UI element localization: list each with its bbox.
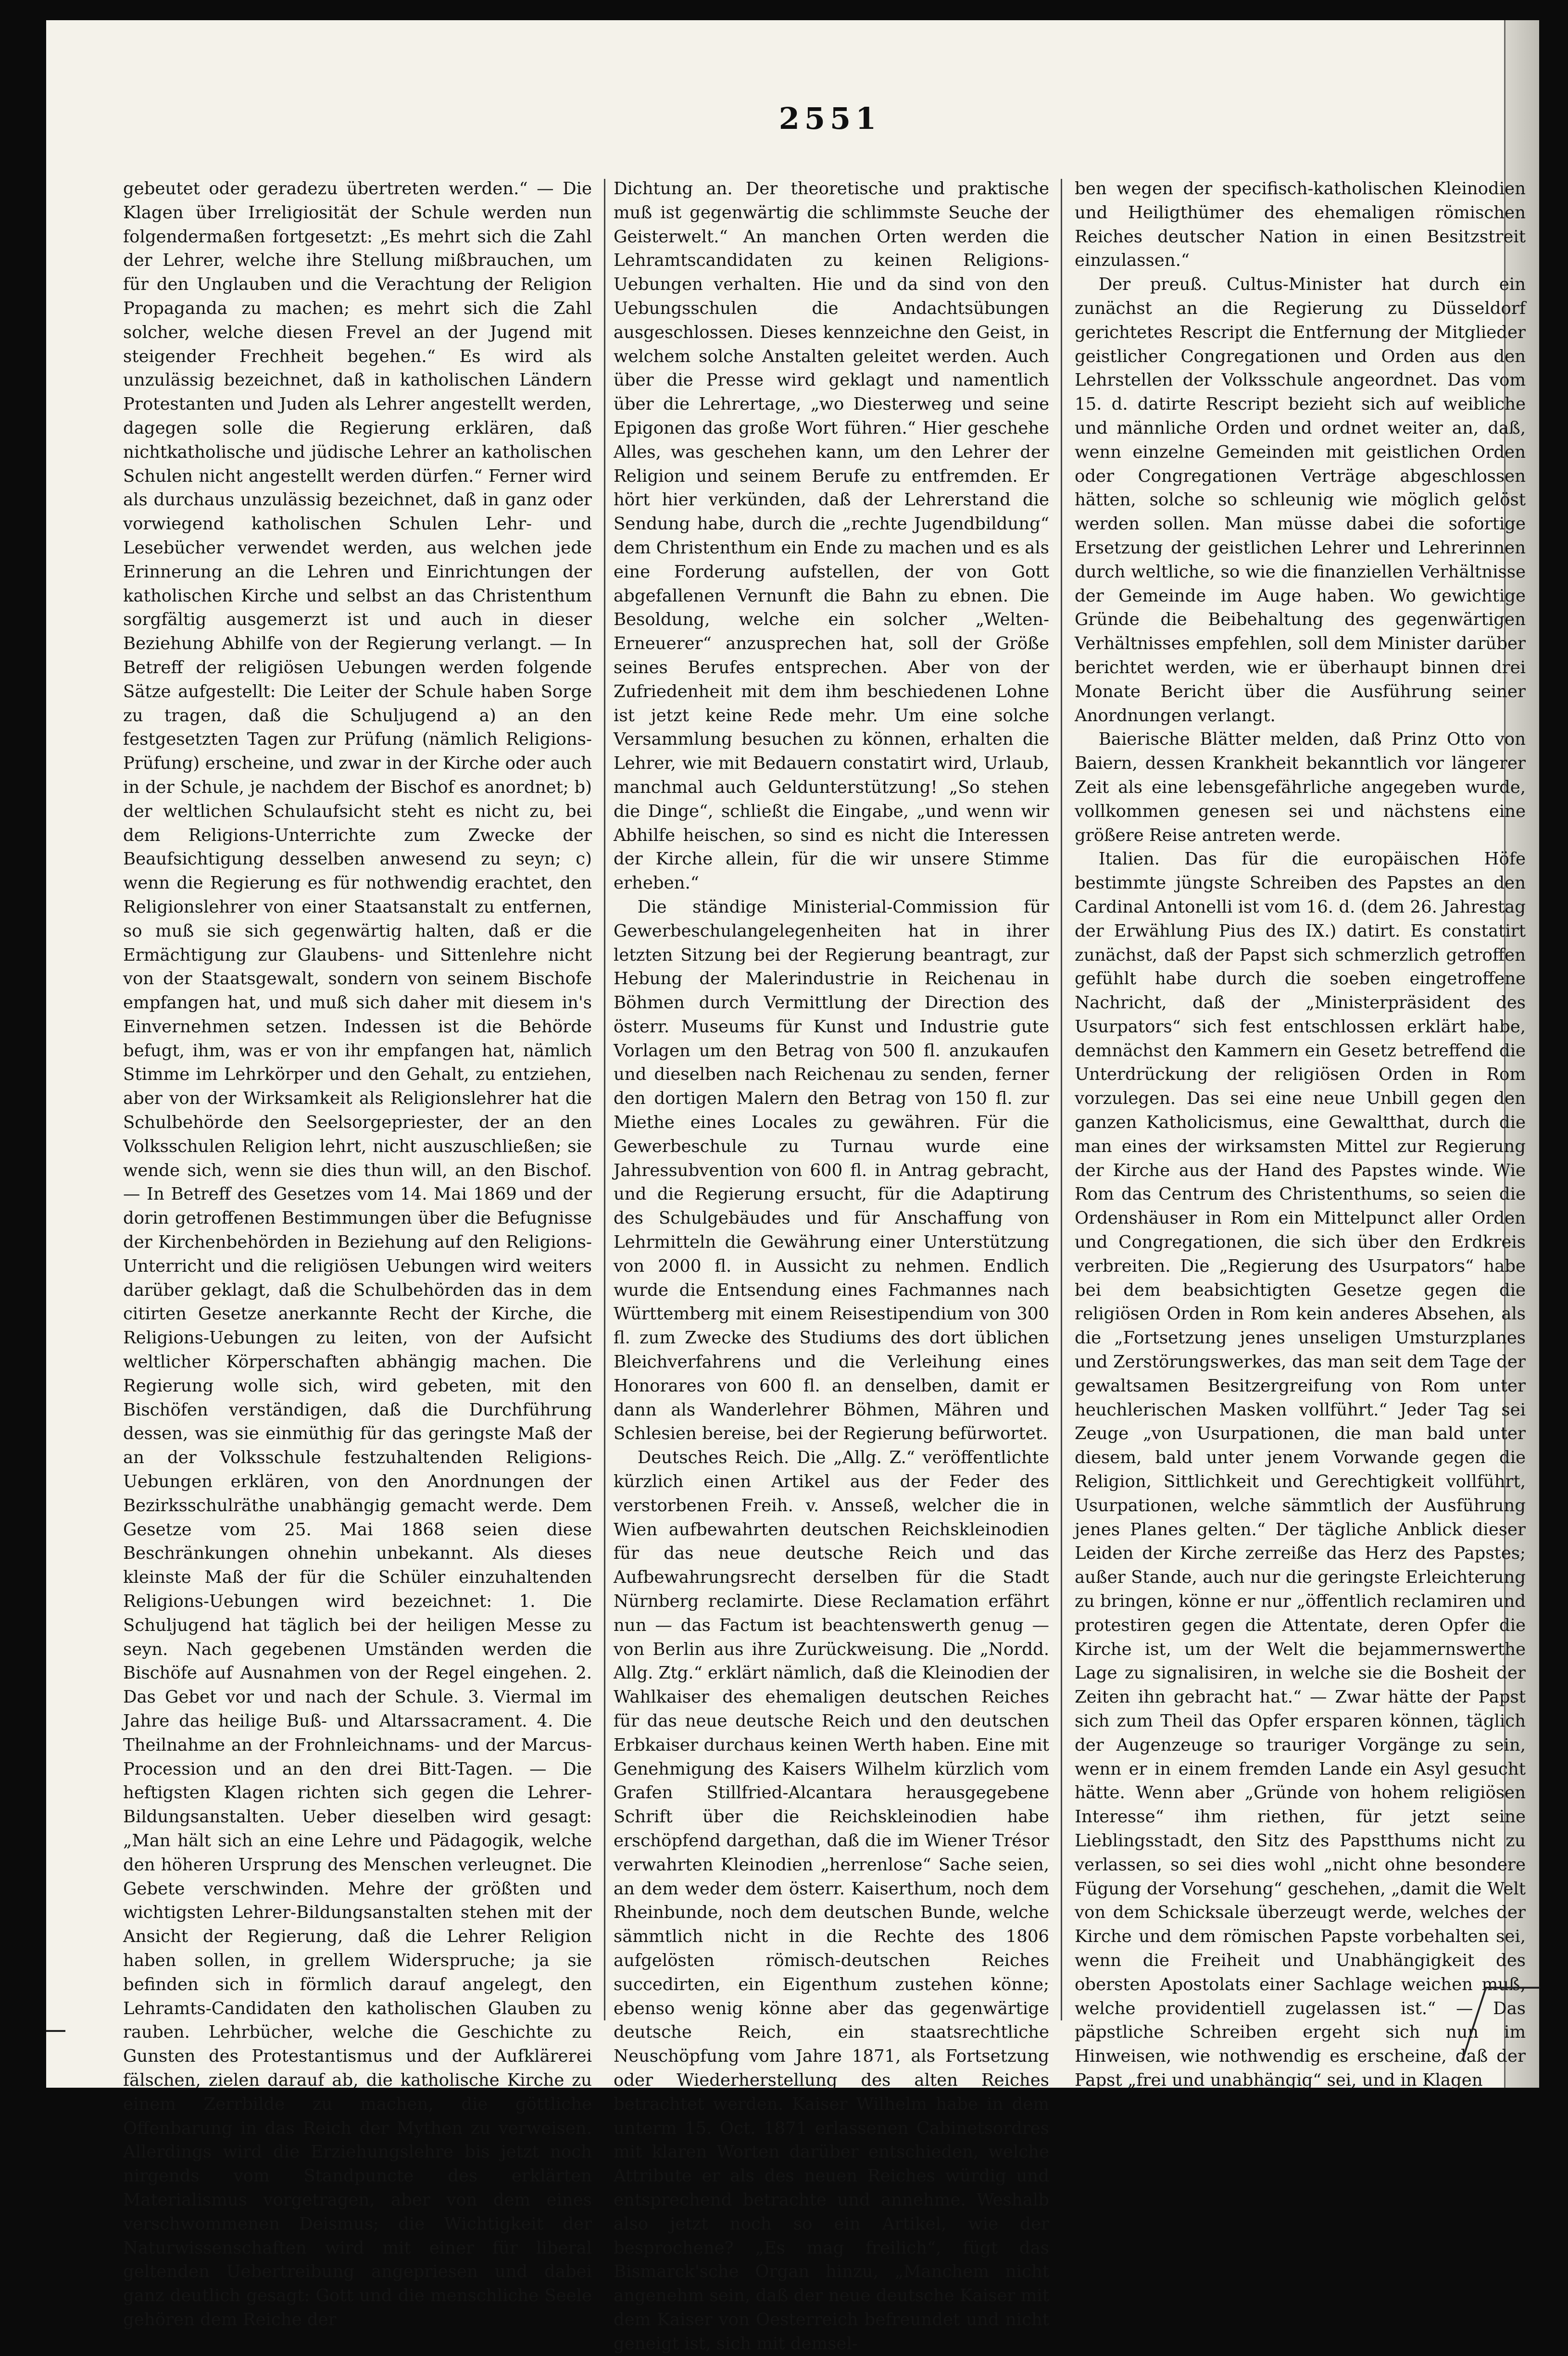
column-2-paragraph-1: Dichtung an. Der theoretische und praktische muß ist gegenwärtig die schlimmste Seuche der Geisterwelt.“ An manchen Orten werden die Lehramtscandidaten zu keinen Religions-Uebungen verhalten. Hie und da sind von den Uebungsschulen die Andachtsübungen ausgeschlossen. Dieses kennzeichne den Geist, in welchem solche Anstalten geleitet werden. Auch über die Presse wird geklagt und namentlich über die Lehrertage, „wo Diesterweg und seine Epigonen das große Wort führen.“ Hier geschehe Alles, was geschehen kann, um den Lehrer der Religion und seinem Berufe zu entfremden. Er hört hier verkünden, daß der Lehrerstand die Sendung habe, durch die „rechte Jugendbildung“ dem Christenthum ein Ende zu machen und es als eine Forderung aufstellen, der von Gott abgefallenen Vernunft die Bahn zu ebnen. Die Besoldung, welche ein solcher „Welten-Erneuerer“ anzusprechen hat, soll der Größe seines Berufes entsprechen. Aber von der Zufriedenheit mit dem ihm beschiedenen Lohne ist jetzt keine Rede mehr. Um eine solche Versammlung besuchen zu können, erhalten die Lehrer, wie mit Bedauern constatirt wird, Urlaub, manchmal auch Geldunterstützung! „So stehen die Dinge“, schließt die Eingabe, „und wenn wir Abhilfe heischen, so sind es nicht die Interessen der Kirche allein, für die wir unsere Stimme erheben.“ <box>614 179 1049 893</box>
column-3-paragraph-3: Baierische Blätter melden, daß Prinz Otto von Baiern, dessen Krankheit bekanntlich vor längerer Zeit als eine lebensgefährliche angegeben wurde, vollkommen genesen sei und nächstens eine größere Reise antreten werde. <box>1075 729 1526 845</box>
column-divider-2 <box>1061 179 1062 2020</box>
newspaper-page <box>46 20 1539 2354</box>
page-number: 2551 <box>778 101 881 136</box>
column-1-paragraph-1: gebeutet oder geradezu übertreten werden.“ — Die Klagen über Irreligiosität der Schule werden nun folgendermaßen fortgesetzt: „Es mehrt sich die Zahl der Lehrer, welche ihre Stellung mißbrauchen, um für den Unglauben und die Verachtung der Religion Propaganda zu machen; es mehrt sich die Zahl solcher, welche diesen Frevel an der Jugend mit steigender Frechheit begehen.“ Es wird als unzulässig bezeichnet, daß in katholischen Ländern Protestanten und Juden als Lehrer angestellt werden, dagegen solle die Regierung erklären, daß nichtkatholische und jüdische Lehrer an katholischen Schulen nicht angestellt werden dürfen.“ Ferner wird als durchaus unzulässig bezeichnet, daß in ganz oder vorwiegend katholischen Schulen Lehr- und Lesebücher verwendet werden, aus welchen jede Erinnerung an die Lehren und Einrichtungen der katholischen Kirche und selbst an das Christenthum sorgfältig ausgemerzt ist und auch in dieser Beziehung Abhilfe von der Regierung verlangt. — In Betreff der religiösen Uebungen werden folgende Sätze aufgestellt: Die Leiter der Schule haben Sorge zu tragen, daß die Schuljugend a) an den festgesetzten Tagen zur Prüfung (nämlich Religions-Prüfung) erscheine, und zwar in der Kirche oder auch in der Schule, je nachdem der Bischof es anordnet; b) der weltlichen Schulaufsicht steht es nicht zu, bei dem Religions-Unterrichte zum Zwecke der Beaufsichtigung desselben anwesend zu seyn; c) wenn die Regierung es für nothwendig erachtet, den Religionslehrer von einer Staatsanstalt zu entfernen, so muß sie sich gegenwärtig halten, daß er die Ermächtigung zur Glaubens- und Sittenlehre nicht von der Staatsgewalt, sondern von seinem Bischofe empfangen hat, und muß sich daher mit diesem in's Einvernehmen setzen. Indessen ist die Behörde befugt, ihm, was er von ihr empfangen hat, nämlich Stimme im Lehrkörper und den Gehalt, zu entziehen, aber von der Wirksamkeit als Religionslehrer hat die Schulbehörde den Seelsorgepriester, der an den Volksschulen Religion lehrt, nicht auszuschließen; sie wende sich, wenn sie dies thun will, an den Bischof. — In Betreff des Gesetzes vom 14. Mai 1869 und der dorin getroffenen Bestimmungen über die Befugnisse der Kirchenbehörden in Beziehung auf den Religions-Unterricht und die religiösen Uebungen wird weiters darüber geklagt, daß die Schulbehörden das in dem citirten Gesetze anerkannte Recht der Kirche, die Religions-Uebungen zu leiten, von der Aufsicht weltlicher Körperschaften abhängig machen. Die Regierung wolle sich, wird gebeten, mit den Bischöfen verständigen, daß die Durchführung dessen, was sie einmüthig für das geringste Maß der an der Volksschule festzuhaltenden Religions-Uebungen erklären, von den Anordnungen der Bezirksschulräthe unabhängig gemacht werde. Dem Gesetze vom 25. Mai 1868 seien diese Beschränkungen ohnehin unbekannt. Als dieses kleinste Maß der für die Schüler einzuhaltenden Religions-Uebungen wird bezeichnet: 1. Die Schuljugend hat täglich bei der heiligen Messe zu seyn. Nach gegebenen Umständen werden die Bischöfe auf Ausnahmen von der Regel eingehen. 2. Das Gebet vor und nach der Schule. 3. Viermal im Jahre das heilige Buß- und Altarssacrament. 4. Die Theilnahme an der Frohnleichnams- und der Marcus-Procession und an den drei Bitt-Tagen. — Die heftigsten Klagen richten sich gegen die Lehrer-Bildungsanstalten. Ueber dieselben wird gesagt: „Man hält sich an eine Lehre und Pädagogik, welche den höheren Ursprung des Menschen verleugnet. Die Gebete verschwinden. Mehre der größten und wichtigsten Lehrer-Bildungsanstalten stehen mit der Ansicht der Regierung, daß die Lehrer Religion haben sollen, in grellem Widerspruche; ja sie befinden sich in förmlich darauf angelegt, den Lehramts-Candidaten den katholischen Glauben zu rauben. Lehrbücher, welche die Geschichte zu Gunsten des Protestantismus und der Aufklärerei fälschen, zielen darauf ab, die katholische Kirche zu einem Zerrbilde zu machen, die göttliche Offenbarung in das Reich der Mythen zu verweisen. Allerdings wird die Erziehungslehre bis jetzt noch nirgends vom Standpuncte des erklärten Materialismus vorgetragen, aber von dem eines verschwommenen Deismus; die Wichtigkeit der Naturwissenschaften wird mit einer für liberal geltenden Uebertreibung angepriesen und dabei ganz deutlich gesagt: Gott und die menschliche Seele gehören dem Reiche der <box>123 179 592 2330</box>
column-3-paragraph-2: Der preuß. Cultus-Minister hat durch ein zunächst an die Regierung zu Düsseldorf gerichtetes Rescript die Entfernung der Mitglieder geistlicher Congregationen und Orden aus den Lehrstellen der Volksschule angeordnet. Das vom 15. d. datirte Rescript bezieht sich auf weibliche und männliche Orden und ordnet weiter an, daß, wenn einzelne Gemeinden mit geistlichen Orden oder Congregationen Verträge abgeschlossen hätten, solche so schleunig wie möglich gelöst werden sollen. Man müsse dabei die sofortige Ersetzung der geistlichen Lehrer und Lehrerinnen durch weltliche, so wie die finanziellen Verhältnisse der Gemeinde im Auge haben. Wo gewichtige Gründe die Beibehaltung des gegenwärtigen Verhältnisses empfehlen, soll dem Minister darüber berichtet werden, wie er überhaupt binnen drei Monate Bericht über die Ausführung seiner Anordnungen verlangt. <box>1075 275 1526 726</box>
column-divider-1 <box>604 179 605 2020</box>
column-1 <box>123 177 592 2330</box>
column-2-paragraph-3: Deutsches Reich. Die „Allg. Z.“ veröffentlichte kürzlich einen Artikel aus der Feder des verstorbenen Freih. v. Ansseß, welcher die in Wien aufbewahrten deutschen Reichskleinodien für das neue deutsche Reich und das Aufbewahrungsrecht derselben für die Stadt Nürnberg reclamirte. Diese Reclamation erfährt nun — das Factum ist beachtenswerth genug — von Berlin aus ihre Zurückweisung. Die „Nordd. Allg. Ztg.“ erklärt nämlich, daß die Kleinodien der Wahlkaiser des ehemaligen deutschen Reiches für das neue deutsche Reich und den deutschen Erbkaiser durchaus keinen Werth haben. Eine mit Genehmigung des Kaisers Wilhelm kürzlich vom Grafen Stillfried-Alcantara herausgegebene Schrift über die Reichskleinodien habe erschöpfend dargethan, daß die im Wiener Trésor verwahrten Kleinodien „herrenlose“ Sache seien, an dem weder dem österr. Kaiserthum, noch dem Rheinbunde, noch dem deutschen Bunde, welche sämmtlich nicht in die Rechte des 1806 aufgelösten römisch-deutschen Reiches succedirten, ein Eigenthum zustehen könne; ebenso wenig könne aber das gegenwärtige deutsche Reich, ein staatsrechtliche Neuschöpfung vom Jahre 1871, als Fortsetzung oder Wiederherstellung des alten Reiches betrachtet werden. Kaiser Wilhelm habe in dem unterm 15. Oct. 1871 erlassenen Cabinetsordres mit klaren Worten darüber entschieden, welche Attribute er als des neuen Reiches würdig und entsprechend betrachte und annehme. Weshalb also jetzt noch so ein Artikel, wie der besprochene? „Es mag freilich“, fügt das Bismarck'sche Organ hinzu, „Manchem nicht angenehm sein, daß der neue deutsche Kaiser mit dem Kaiser von Oesterreich befreundet und nicht geneigt ist, sich mit demsel- <box>614 1448 1049 2354</box>
column-2-paragraph-2: Die ständige Ministerial-Commission für Gewerbeschulangelegenheiten hat in ihrer letzten Sitzung bei der Regierung beantragt, zur Hebung der Malerindustrie in Reichenau in Böhmen durch Vermittlung der Direction des österr. Museums für Kunst und Industrie gute Vorlagen um den Betrag von 500 fl. anzukaufen und dieselben nach Reichenau zu senden, ferner den dortigen Malern den Betrag von 150 fl. zur Miethe eines Locales zu gewähren. Für die Gewerbeschule zu Turnau wurde eine Jahressubvention von 600 fl. in Antrag gebracht, und die Regierung ersucht, für die Adaptirung des Schulgebäudes und für Anschaffung von Lehrmitteln die Gewährung einer Unterstützung von 2000 fl. in Aussicht zu nehmen. Endlich wurde die Entsendung eines Fachmannes nach Württemberg mit einem Reisestipendium von 300 fl. zum Zwecke des Studiums des dort üblichen Bleichverfahrens und die Verleihung eines Honorares von 600 fl. an denselben, damit er dann als Wanderlehrer Böhmen, Mähren und Schlesien bereise, bei der Regierung befürwortet. <box>614 897 1049 1444</box>
column-3-paragraph-1: ben wegen der specifisch-katholischen Kleinodien und Heiligthümer des ehemaligen römischen Reiches deutscher Nation in einen Besitzstreit einzulassen.“ <box>1075 179 1526 271</box>
column-3 <box>1075 177 1526 2090</box>
margin-mark <box>46 2030 65 2032</box>
column-2 <box>614 177 1049 2354</box>
column-3-paragraph-4: Italien. Das für die europäischen Höfe bestimmte jüngste Schreiben des Papstes an den Cardinal Antonelli ist vom 16. d. (dem 26. Jahrestag der Erwählung Pius des IX.) datirt. Es constatirt zunächst, daß der Papst sich schmerzlich getroffen gefühlt habe durch die soeben eingetroffene Nachricht, daß der „Ministerpräsident des Usurpators“ sich fest entschlossen erklärt habe, demnächst den Kammern ein Gesetz betreffend die Unterdrückung der religiösen Orden in Rom vorzulegen. Das sei eine neue Unbill gegen den ganzen Katholicismus, eine Gewaltthat, durch die man eines der wirksamsten Mittel zur Regierung der Kirche aus der Hand des Papstes winde. Wie Rom das Centrum des Christenthums, so seien die Ordenshäuser in Rom ein Mittelpunct aller Orden und Congregationen, die sich über den Erdkreis verbreiten. Die „Regierung des Usurpators“ habe bei dem beabsichtigten Gesetze gegen die religiösen Orden in Rom kein anderes Absehen, als die „Fortsetzung jenes unseligen Umsturzplanes und Zerstörungswerkes, das man seit dem Tage der gewaltsamen Besitzergreifung von Rom unter heuchlerischen Masken vollführt.“ Jeder Tag sei Zeuge „von Usurpationen, die man bald unter diesem, bald unter jenem Vorwande gegen die Religion, Sittlichkeit und Gerechtigkeit vollführt, Usurpationen, welche sämmtlich der Ausführung jenes Planes gelten.“ Der tägliche Anblick dieser Leiden der Kirche zerreiße das Herz des Papstes; außer Stande, auch nur die geringste Erleichterung zu bringen, könne er nur „öffentlich reclamiren und protestiren gegen die Attentate, deren Opfer die Kirche ist, um der Welt die bejammernswerthe Lage zu signalisiren, in welche sie die Bosheit der Zeiten ihn gebracht hat.“ — Zwar hätte der Papst sich zum Theil das Opfer ersparen können, täglich der Augenzeuge so trauriger Vorgänge zu sein, wenn er in einem fremden Lande ein Asyl gesucht hätte. Wenn aber „Gründe von hohem religiösen Interesse“ ihm riethen, für jetzt seine Lieblingsstadt, den Sitz des Papstthums nicht zu verlassen, so sei dies wohl „nicht ohne besondere Fügung der Vorsehung“ geschehen, „damit die Welt von dem Schicksale überzeugt werde, welches der Kirche und dem römischen Papste vorbehalten sei, wenn die Freiheit und Unabhängigkeit des obersten Apostolats einer Sachlage weichen muß, welche providentiell zugelassen ist.“ — Das päpstliche Schreiben ergeht sich nun im Hinweisen, wie nothwendig es erscheine, daß der Papst „frei und unabhängig“ sei, und in Klagen <box>1075 849 1526 2090</box>
